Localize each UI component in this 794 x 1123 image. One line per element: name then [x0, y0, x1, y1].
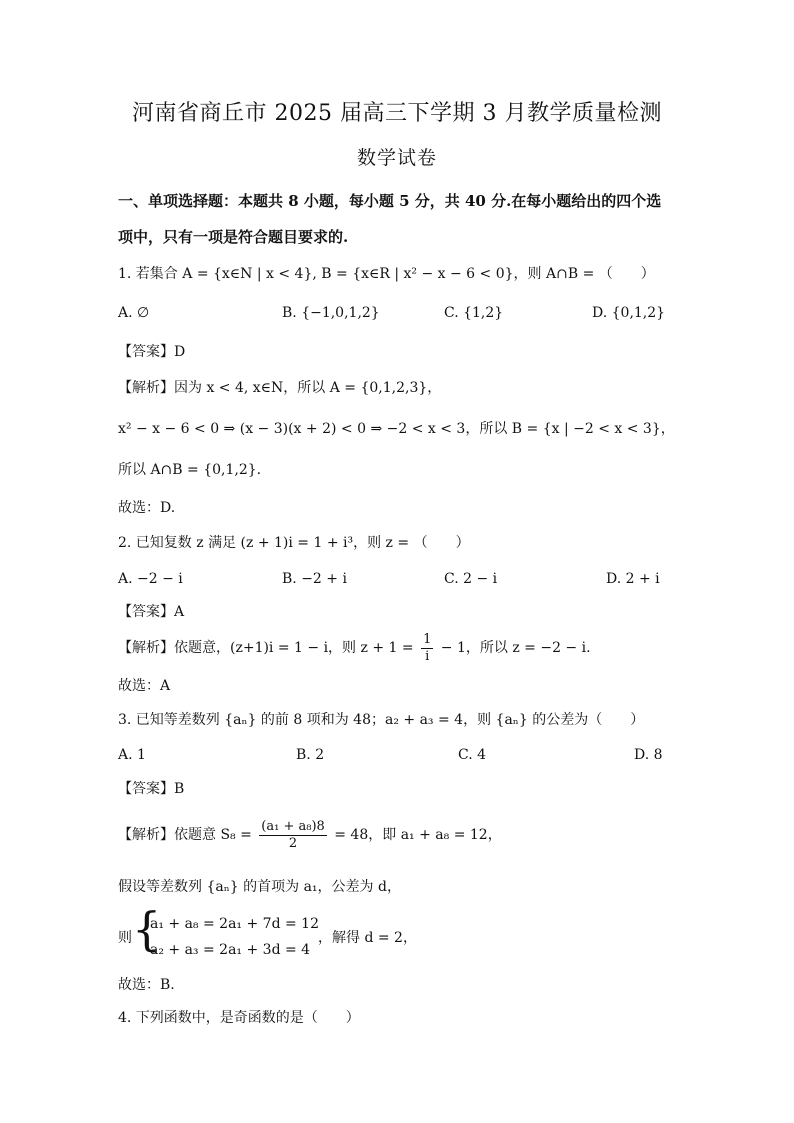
q3-stem: 3. 已知等差数列 {aₙ} 的前 8 项和为 48；a₂ + a₃ = 4，则 {aₙ} 的公差为（ ） [118, 712, 645, 728]
section-heading-line1: 一、单项选择题：本题共 8 小题，每小题 5 分，共 40 分.在每小题给出的四个选 [118, 192, 662, 210]
q1-stem: 1. 若集合 A = {x∈N | x < 4}, B = {x∈R | x² − x − 6 < 0}，则 A∩B = （ ） [118, 266, 655, 282]
left-brace-icon: { [132, 902, 162, 956]
q1-option-d: D. {0,1,2} [592, 305, 666, 321]
q2-option-c: C. 2 − i [444, 571, 498, 587]
q3-choose: 故选：B. [118, 977, 175, 993]
document-title: 河南省商丘市 2025 届高三下学期 3 月教学质量检测 [132, 101, 662, 126]
q1-analysis-line3: 所以 A∩B = {0,1,2}. [118, 462, 262, 478]
q3-analysis-prefix: 【解析】依题意 S₈ = [118, 827, 252, 843]
q3-answer: 【答案】B [118, 781, 185, 797]
q1-option-b: B. {−1,0,1,2} [282, 305, 380, 321]
q3-analysis-suffix: = 48，即 a₁ + a₈ = 12， [334, 827, 502, 843]
section-heading-line2: 项中，只有一项是符合题目要求的. [118, 228, 349, 246]
q2-analysis [118, 630, 591, 666]
q4-stem: 4. 下列函数中，是奇函数的是（ ） [118, 1010, 360, 1026]
q3-option-d: D. 8 [634, 747, 663, 763]
q3-system-row2: a₂ + a₃ = 2a₁ + 3d = 4 [150, 942, 311, 958]
q3-system-row1: a₁ + a₈ = 2a₁ + 7d = 12 [150, 916, 319, 932]
q1-option-a: A. ∅ [118, 305, 150, 321]
q3-option-a: A. 1 [118, 747, 146, 763]
q3-fraction-denominator: 2 [288, 835, 298, 851]
q1-option-c: C. {1,2} [444, 305, 504, 321]
q1-analysis-line1: 【解析】因为 x < 4, x∈N，所以 A = {0,1,2,3}， [118, 380, 442, 396]
q3-fraction [259, 819, 327, 852]
q2-answer: 【答案】A [118, 604, 185, 620]
q3-assume: 假设等差数列 {aₙ} 的首项为 a₁，公差为 d， [118, 879, 401, 895]
q2-fraction-denominator: i [425, 648, 430, 664]
q2-option-d: D. 2 + i [606, 571, 660, 587]
q1-choose: 故选：D. [118, 500, 176, 516]
document-subtitle: 数学试卷 [356, 147, 437, 169]
q3-fraction-numerator: (a₁ + a₈)8 [261, 818, 325, 834]
q2-option-b: B. −2 + i [282, 571, 347, 587]
q2-choose: 故选：A [118, 678, 171, 694]
q1-analysis-line2: x² − x − 6 < 0 ⇒ (x − 3)(x + 2) < 0 ⇒ −2 < x < 3，所以 B = {x | −2 < x < 3}， [118, 421, 675, 437]
q3-system-suffix: ，解得 d = 2， [318, 930, 417, 946]
q2-analysis-prefix: 【解析】依题意，(z+1)i = 1 − i，则 z + 1 = [118, 640, 414, 656]
q2-stem: 2. 已知复数 z 满足 (z + 1)i = 1 + i³，则 z = （ ） [118, 535, 470, 551]
q3-analysis [118, 815, 502, 855]
q2-fraction [421, 632, 433, 665]
q2-fraction-numerator: 1 [423, 631, 432, 647]
q3-option-c: C. 4 [458, 747, 487, 763]
q3-option-b: B. 2 [296, 747, 325, 763]
q2-analysis-suffix: − 1，所以 z = −2 − i. [440, 640, 591, 656]
q2-option-a: A. −2 − i [118, 571, 183, 587]
q3-system-prefix: 则 [118, 930, 132, 946]
q1-answer: 【答案】D [118, 344, 186, 360]
